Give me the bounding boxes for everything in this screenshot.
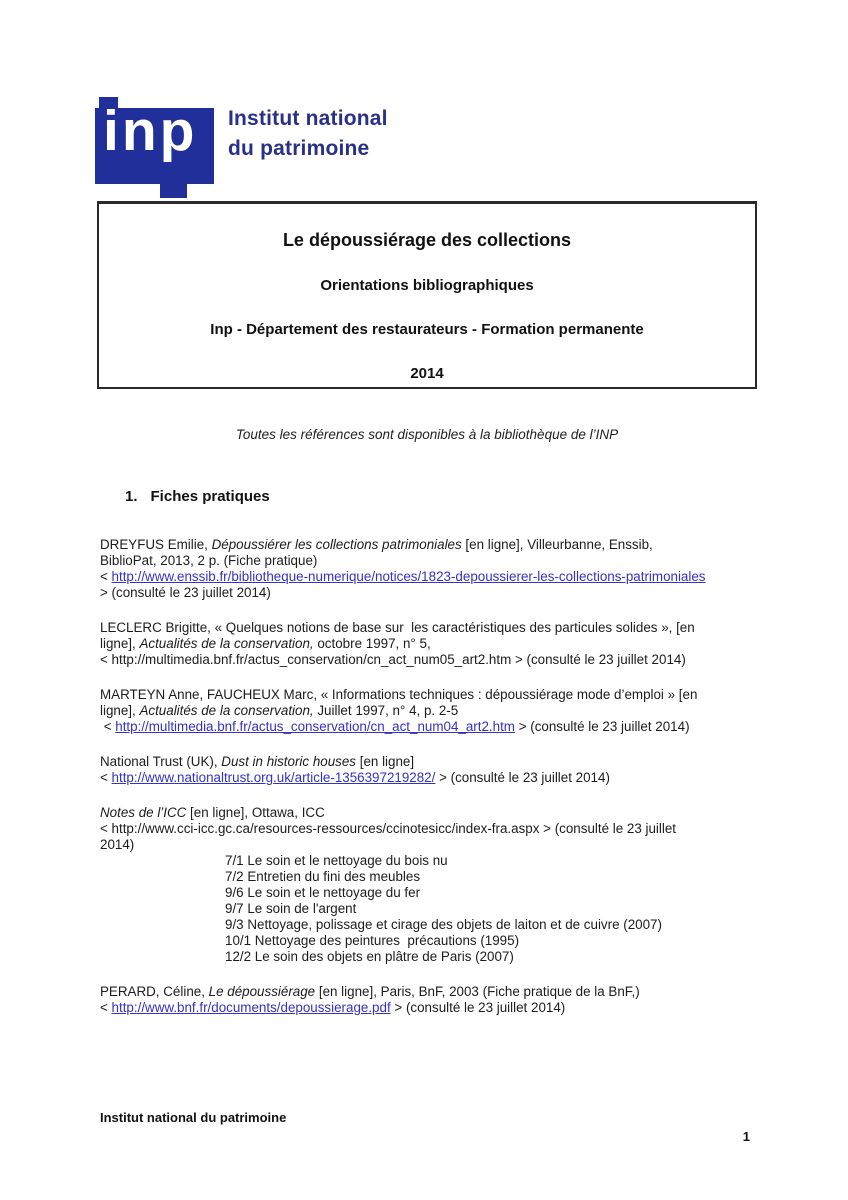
bibliography: [100, 537, 780, 1035]
bib-line: [100, 1000, 780, 1016]
bib-line: [100, 703, 780, 719]
bib-entry: [100, 687, 780, 735]
availability-note: Toutes les références sont disponibles à la bibliothèque de l’INP: [235, 427, 619, 442]
document-department: Inp - Département des restaurateurs - Formation permanente: [210, 321, 644, 338]
bib-line: [100, 770, 780, 786]
bib-entry: [100, 537, 780, 601]
bib-entry: [100, 754, 780, 786]
logo-tab-bottom: [160, 183, 187, 198]
icc-note-item: 7/1 Le soin et le nettoyage du bois nu: [225, 853, 448, 868]
url-link[interactable]: http://www.nationaltrust.org.uk/article-1356397219282/: [111, 770, 436, 785]
text-segment: <: [100, 719, 116, 734]
text-segment: BiblioPat, 2013, 2 p. (Fiche pratique): [100, 553, 318, 568]
text-segment: [en ligne], Villeurbanne, Enssib,: [461, 537, 653, 552]
text-segment: PERARD, Céline,: [100, 984, 209, 999]
icc-note-item: 9/6 Le soin et le nettoyage du fer: [225, 885, 421, 900]
inp-logo: [95, 97, 215, 201]
document-subtitle: Orientations bibliographiques: [320, 277, 534, 294]
text-segment: Actualités de la conservation,: [139, 636, 314, 651]
text-segment: > (consulté le 23 juillet 2014): [390, 1000, 566, 1015]
footer-org-name: Institut national du patrimoine: [100, 1110, 287, 1125]
icc-note-item: 10/1 Nettoyage des peintures précautions (1995): [225, 933, 520, 948]
section-title: Fiches pratiques: [150, 488, 270, 505]
text-segment: 2014): [100, 837, 135, 852]
document-title: Le dépoussiérage des collections: [282, 230, 572, 250]
logo-wordmark: [228, 104, 388, 164]
text-segment: Dust in historic houses: [221, 754, 357, 769]
bib-entry: [100, 805, 780, 965]
bib-line: [100, 585, 780, 601]
url-link[interactable]: http://www.bnf.fr/documents/depoussierage.pdf: [111, 1000, 391, 1015]
bib-line: [100, 652, 780, 668]
org-name-line2: du patrimoine: [228, 137, 370, 160]
text-segment: Actualités de la conservation,: [139, 703, 314, 718]
text-segment: Le dépoussiérage: [208, 984, 316, 999]
icc-note-item: 9/7 Le soin de l'argent: [225, 901, 357, 916]
text-segment: <: [100, 569, 112, 584]
text-segment: > (consulté le 23 juillet 2014): [514, 719, 690, 734]
text-segment: octobre 1997, n° 5,: [313, 636, 431, 651]
url-link[interactable]: http://www.enssib.fr/bibliotheque-numerique/notices/1823-depoussierer-les-collections-patrimoniales: [111, 569, 706, 584]
bib-line: [100, 636, 780, 652]
bib-line: [100, 805, 780, 821]
text-segment: Notes de l’ICC: [100, 805, 187, 820]
text-segment: < http://multimedia.bnf.fr/actus_conservation/cn_act_num05_art2.htm > (consulté le 23 juillet 2014): [100, 652, 686, 667]
bib-line: [100, 821, 780, 837]
text-segment: < http://www.cci-icc.gc.ca/resources-ressources/ccinotesicc/index-fra.aspx > (consulté le 23 juillet: [100, 821, 677, 836]
section-heading: [125, 488, 270, 505]
section-number: 1.: [125, 488, 138, 505]
text-segment: ligne],: [100, 703, 140, 718]
bib-entry: [100, 984, 780, 1016]
bib-line: [100, 754, 780, 770]
document-year: 2014: [410, 365, 444, 382]
text-segment: <: [100, 770, 112, 785]
text-segment: Juillet 1997, n° 4, p. 2-5: [313, 703, 459, 718]
bib-line: [100, 620, 780, 636]
page-number: 1: [742, 1129, 750, 1144]
text-segment: [en ligne], Ottawa, ICC: [186, 805, 325, 820]
text-segment: LECLERC Brigitte, « Quelques notions de base sur les caractéristiques des particules solides », [en: [100, 620, 695, 635]
text-segment: > (consulté le 23 juillet 2014): [100, 585, 271, 600]
text-segment: ligne],: [100, 636, 140, 651]
bib-line: [100, 719, 780, 735]
text-segment: National Trust (UK),: [100, 754, 222, 769]
text-segment: > (consulté le 23 juillet 2014): [435, 770, 610, 785]
text-segment: Dépoussiérer les collections patrimoniales: [211, 537, 462, 552]
bib-line: [100, 569, 780, 585]
logo-acronym: inp: [103, 99, 198, 163]
bib-line: [100, 553, 780, 569]
bib-line: [100, 537, 780, 553]
icc-note-item: 12/2 Le soin des objets en plâtre de Paris (2007): [225, 949, 514, 964]
text-segment: DREYFUS Emilie,: [100, 537, 212, 552]
bib-line: [100, 984, 780, 1000]
text-segment: [en ligne], Paris, BnF, 2003 (Fiche pratique de la BnF,): [315, 984, 640, 999]
icc-note-item: 9/3 Nettoyage, polissage et cirage des objets de laiton et de cuivre (2007): [225, 917, 662, 932]
bib-line: [100, 687, 780, 703]
title-box: [97, 201, 757, 389]
text-segment: MARTEYN Anne, FAUCHEUX Marc, « Informations techniques : dépoussiérage mode d’emploi » [en: [100, 687, 698, 702]
bib-entry: [100, 620, 780, 668]
icc-note-item: 7/2 Entretien du fini des meubles: [225, 869, 421, 884]
url-link[interactable]: http://multimedia.bnf.fr/actus_conservation/cn_act_num04_art2.htm: [115, 719, 515, 734]
text-segment: <: [100, 1000, 112, 1015]
org-name-line1: Institut national: [228, 107, 388, 130]
bib-line: [100, 837, 780, 853]
text-segment: [en ligne]: [356, 754, 415, 769]
